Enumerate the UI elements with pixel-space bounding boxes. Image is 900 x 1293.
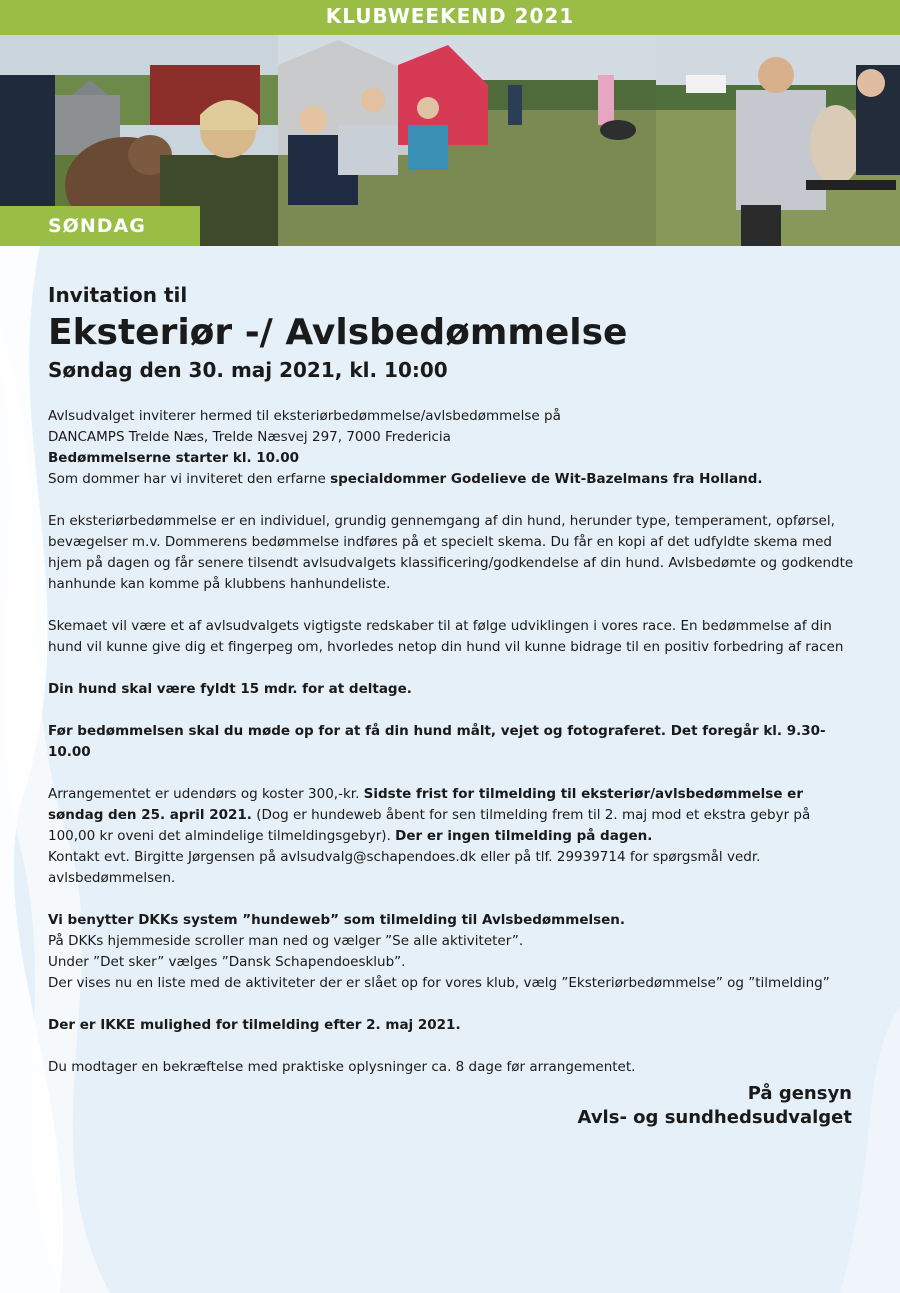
judge-name: specialdommer Godelieve de Wit-Bazelmans fra Holland. [330,471,763,487]
hundeweb-heading: Vi benytter DKKs system ”hundeweb” som tilmelding til Avlsbedømmelsen. [48,912,626,928]
judge-intro: Som dommer har vi inviteret den erfarne [48,471,331,487]
photo-judging-table [656,35,900,246]
day-tag [0,206,200,246]
no-same-day-text: Der er ingen tilmelding på dagen. [395,828,653,844]
paragraph-venue [48,406,856,490]
confirmation-note: Du modtager en bekræftelse med praktiske oplysninger ca. 8 dage før arrangementet. [48,1059,636,1075]
contact-text: Kontakt evt. Birgitte Jørgensen på avlsudvalg@schapendoes.dk eller på tlf. 29939714 for spørgsmål vedr. avlsbedømmelsen. [48,849,761,886]
final-deadline: Der er IKKE mulighed for tilmelding efter 2. maj 2021. [48,1017,461,1033]
venue-line-2: DANCAMPS Trelde Næs, Trelde Næsvej 297, 7000 Fredericia [48,429,451,445]
paragraph-description: En eksteriørbedømmelse er en individuel, grundig gennemgang af din hund, herunder type, temperament, opførsel, bevægelser m.v. Dommerens bedømmelse indføres på et specielt skema. Du får en kopi af det udfyldte skema med hjem på dagen og får senere tilsendt avlsudvalgets klassificering/godkendelse af din hund. Avlsbedømte og godkendte hanhunde kan komme på klubbens hanhundeliste. [48,513,854,592]
start-time: Bedømmelserne starter kl. 10.00 [48,450,299,466]
signoff [48,1082,856,1130]
invitation-content [48,282,856,1130]
signoff-greeting: På gensyn [747,1083,852,1104]
banner-title: KLUBWEEKEND 2021 [325,4,575,28]
day-tag-label: SØNDAG [48,215,146,237]
measurement-notice: Før bedømmelsen skal du møde op for at få din hund målt, vejet og fotograferet. Det foregår kl. 9.30-10.00 [48,723,826,760]
paragraph-purpose: Skemaet vil være et af avlsudvalgets vigtigste redskaber til at følge udviklingen i vores race. En bedømmelse af din hund vil kunne give dig et fingerpeg om, hvorledes netop din hund vil kunne bidrage til en positiv forbedring af racen [48,618,844,655]
hundeweb-step-3: Der vises nu en liste med de aktiviteter der er slået op for vores klub, vælg ”Eksteriørbedømmelse” og ”tilmelding” [48,975,830,991]
price-text: Arrangementet er udendørs og koster 300,-kr. [48,786,364,802]
venue-line-1: Avlsudvalget inviterer hermed til eksteriørbedømmelse/avlsbedømmelse på [48,408,561,424]
top-banner [0,0,900,35]
signoff-committee: Avls- og sundhedsudvalget [577,1107,852,1128]
hundeweb-step-2: Under ”Det sker” vælges ”Dansk Schapendoesklub”. [48,954,406,970]
age-requirement: Din hund skal være fyldt 15 mdr. for at deltage. [48,681,412,697]
deadline-text: Sidste frist for tilmelding til eksteriør/avlsbedømmelse er søndag den 25. april 2021. [48,786,803,823]
hundeweb-step-1: På DKKs hjemmeside scroller man ned og vælger ”Se alle aktiviteter”. [48,933,524,949]
photo-spectators [278,35,656,246]
paragraph-hundeweb [48,910,856,994]
paragraph-registration [48,784,856,889]
event-date: Søndag den 30. maj 2021, kl. 10:00 [48,358,448,382]
late-fee-text: (Dog er hundeweb åbent for sen tilmelding frem til 2. maj mod et ekstra gebyr på 100,00 kr oveni det almindelige tilmeldingsgebyr). [48,807,811,844]
intro-heading: Invitation til [48,283,188,307]
page-title: Eksteriør -/ Avlsbedømmelse [48,312,628,353]
judge-line [48,469,856,490]
